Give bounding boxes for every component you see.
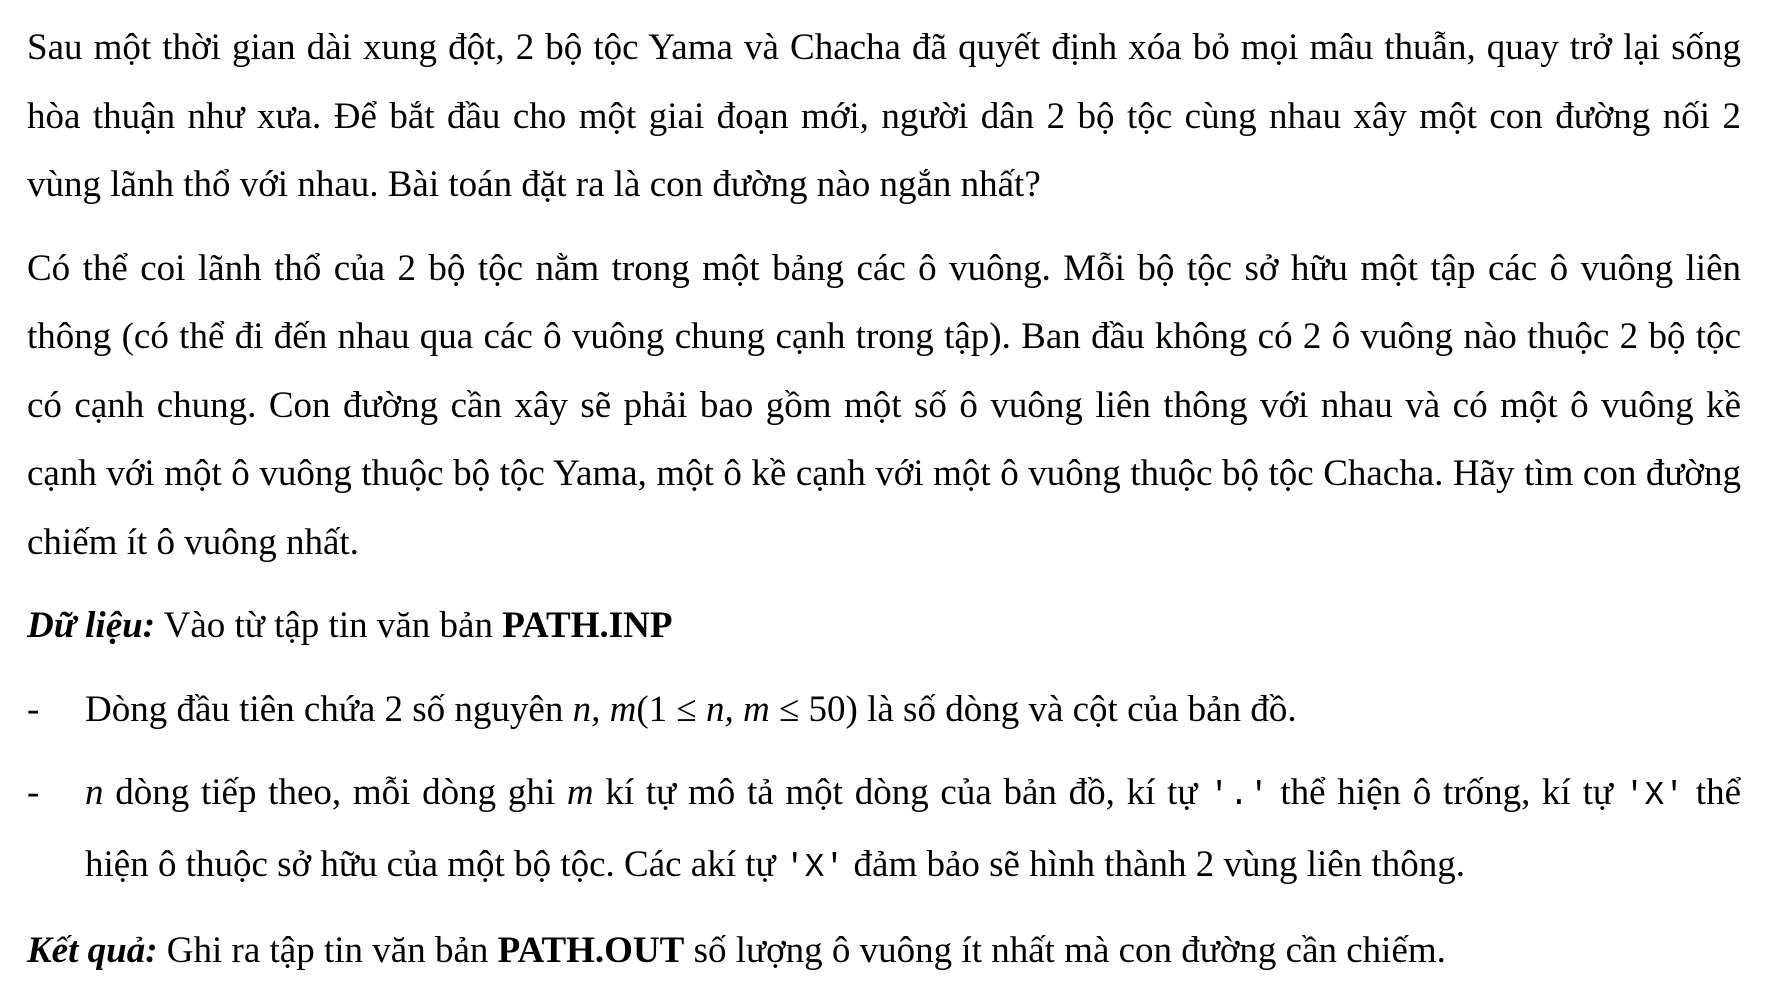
code-dot-char: '.' (1209, 777, 1269, 814)
output-section-heading (27, 917, 1741, 986)
output-filename: PATH.OUT (497, 930, 685, 971)
input-section-heading (27, 592, 1741, 661)
bullet-dash: - (27, 772, 40, 813)
problem-statement (27, 14, 1741, 986)
bullet-2-text-4: thể hiện ô thuộc sở hữu của một bộ tộc. Các akí tự (85, 772, 1741, 885)
math-n-m-2: n, m (705, 688, 770, 730)
math-bound-left: (1 ≤ (636, 688, 706, 730)
input-filename: PATH.INP (502, 605, 673, 646)
bullet-2-text-3: thể hiện ô trống, kí tự (1268, 772, 1625, 813)
math-n-m: n, m (572, 688, 637, 730)
bullet-1-text: Dòng đầu tiên chứa 2 số nguyên (85, 688, 573, 730)
bullet-1-text-end: là số dòng và cột của bản đồ. (857, 688, 1297, 730)
intro-paragraph-1: Sau một thời gian dài xung đột, 2 bộ tộc Yama và Chacha đã quyết định xóa bỏ mọi mâu thuẫn, quay trở lại sống hòa thuận như xưa. Để bắt đầu cho một giai đoạn mới, người dân 2 bộ tộc cùng nhau xây một con đường nối 2 vùng lãnh thổ với nhau. Bài toán đặt ra là con đường nào ngắn nhất? (27, 27, 1741, 205)
bullet-2-text-1: dòng tiếp theo, mỗi dòng ghi (103, 772, 567, 813)
bullet-2-text-5: đảm bảo sẽ hình thành 2 vùng liên thông. (844, 843, 1465, 885)
bullet-dash: - (27, 688, 40, 730)
output-text: Ghi ra tập tin văn bản (157, 930, 498, 971)
input-bullet-2 (27, 759, 1741, 902)
math-n: n (85, 772, 104, 813)
code-x-char: 'X' (1624, 777, 1685, 814)
bullet-2-text-2: kí tự mô tả một dòng của bản đồ, kí tự (593, 772, 1210, 813)
math-bound-right: ≤ 50) (769, 688, 858, 730)
intro-paragraph-2: Có thể coi lãnh thổ của 2 bộ tộc nằm trong một bảng các ô vuông. Mỗi bộ tộc sở hữu một tập các ô vuông liên thông (có thể đi đến nhau qua các ô vuông chung cạnh trong tập). Ban đầu không có 2 ô vuông nào thuộc 2 bộ tộc có cạnh chung. Con đường cần xây sẽ phải bao gồm một số ô vuông liên thông với nhau và có một ô vuông kề cạnh với một ô vuông thuộc bộ tộc Yama, một ô kề cạnh với một ô vuông thuộc bộ tộc Chacha. Hãy tìm con đường chiếm ít ô vuông nhất. (27, 247, 1741, 563)
math-m: m (566, 772, 594, 813)
input-bullet-1 (27, 676, 1741, 745)
code-x-char-2: 'X' (784, 848, 845, 886)
output-label: Kết quả: (27, 930, 158, 971)
input-label: Dữ liệu: (27, 605, 156, 646)
output-text-2: số lượng ô vuông ít nhất mà con đường cần chiếm. (684, 930, 1446, 971)
input-text: Vào từ tập tin văn bản (155, 605, 503, 646)
